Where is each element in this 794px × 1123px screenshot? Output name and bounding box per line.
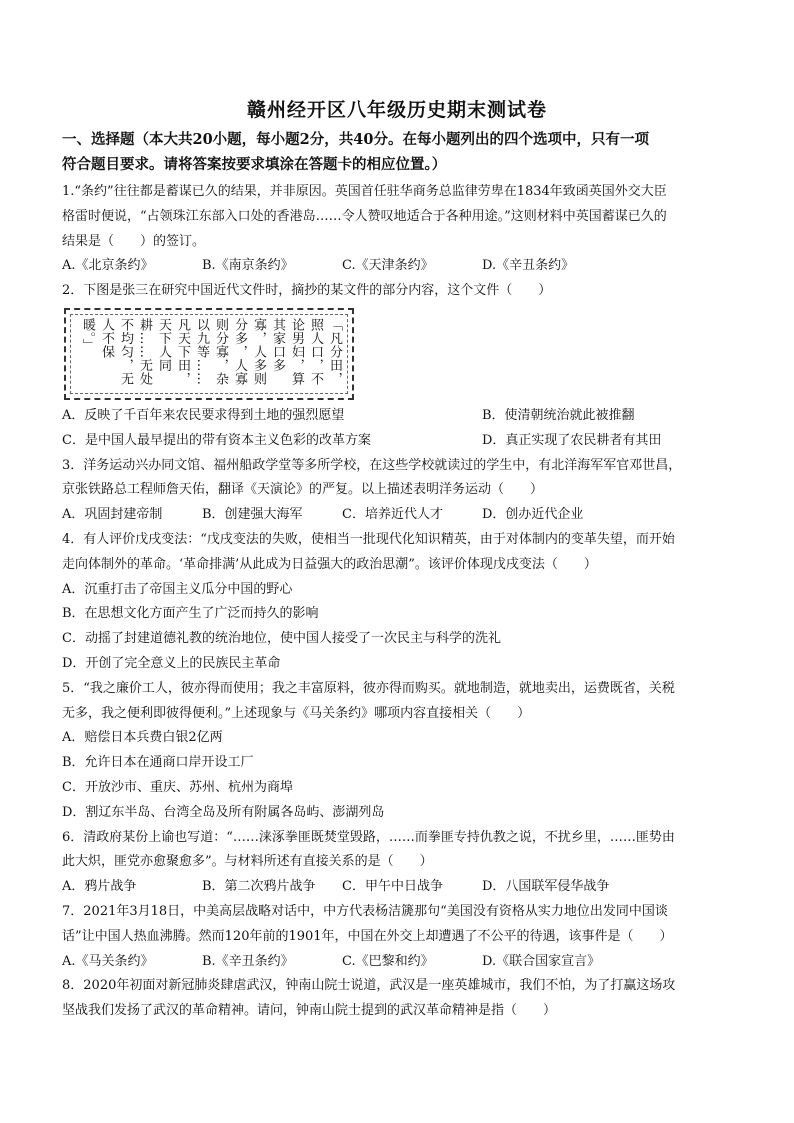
option-b: B．第二次鸦片战争 bbox=[202, 879, 316, 895]
vertical-text bbox=[79, 318, 342, 394]
option-a: A．巩固封建帝制 bbox=[62, 507, 163, 523]
option-b: B.《辛丑条约》 bbox=[202, 953, 294, 969]
excerpt-column: 不均匀，无 bbox=[118, 317, 133, 386]
question-text: 此大炽，匪党亦愈聚愈多”。与材料所述有直接关系的是（ ） bbox=[62, 854, 433, 870]
option-a: A.《马关条约》 bbox=[62, 953, 154, 969]
page-title: 赣州经开区八年级历史期末测试卷 bbox=[246, 99, 547, 121]
option-d: D．真正实现了农民耕者有其田 bbox=[482, 432, 662, 448]
option-c: C．是中国人最早提出的带有资本主义色彩的改革方案 bbox=[62, 432, 371, 448]
section-heading bbox=[62, 127, 742, 177]
question-text: 结果是（ ）的签订。 bbox=[62, 233, 206, 249]
section-heading-line: 一、选择题（本大共20小题，每小题2分，共40分。在每小题列出的四个选项中，只有一项 bbox=[62, 131, 649, 148]
question-text: 1.“条约”往往都是蓄谋已久的结果，并非原因。英国首任驻华商务总监律劳卑在1834年致函英国外交大臣 bbox=[62, 184, 667, 199]
option-c: C．开放沙市、重庆、苏州、杭州为商埠 bbox=[62, 779, 293, 795]
question-7 bbox=[62, 900, 742, 974]
excerpt-column: 凡天下田， bbox=[175, 317, 190, 386]
question-text: 话”让中国人热血沸腾。然而120年前的1901年，中国在外交上却遭遇了不公平的待遇，该事件是（ ） bbox=[62, 928, 673, 944]
option-b: B．在思想文化方面产生了广泛而持久的影响 bbox=[62, 606, 319, 622]
question-8 bbox=[62, 974, 742, 1024]
option-d: D．创办近代企业 bbox=[482, 507, 584, 523]
options-row bbox=[62, 875, 742, 900]
options-row bbox=[62, 254, 742, 279]
option-d: D．八国联军侵华战争 bbox=[482, 879, 610, 895]
excerpt-column: 天下人同 bbox=[156, 317, 171, 372]
option-d: D．割辽东半岛、台湾全岛及所有附属各岛屿、澎湖列岛 bbox=[62, 804, 385, 820]
excerpt-column: 以九等…… bbox=[194, 317, 209, 386]
option-b: B．使清朝统治就此被推翻 bbox=[482, 407, 635, 423]
option-b: B．允许日本在通商口岸开设工厂 bbox=[62, 755, 254, 771]
option-a: A．鸦片战争 bbox=[62, 879, 137, 895]
excerpt-column: 分多，人寡 bbox=[232, 317, 247, 386]
question-list bbox=[62, 180, 742, 1024]
section-heading-line: 符合题目要求。请将答案按要求填涂在答题卡的相应位置。） bbox=[62, 156, 447, 173]
option-b: B.《南京条约》 bbox=[202, 258, 294, 274]
option-c: C．培养近代人才 bbox=[342, 507, 443, 523]
excerpt-column: 照人口，不 bbox=[308, 317, 323, 386]
question-text: 走向体制外的革命。‘革命排满’从此成为日益强大的政治思潮”。该评价体现戊戌变法（ ） bbox=[62, 556, 597, 572]
option-d: D．开创了完全意义上的民族民主革命 bbox=[62, 655, 281, 671]
question-3 bbox=[62, 454, 742, 528]
excerpt-column: 其家口多 bbox=[270, 317, 285, 372]
option-c: C.《天津条约》 bbox=[342, 258, 434, 274]
document-excerpt-box bbox=[64, 308, 354, 400]
options-row bbox=[62, 429, 742, 454]
question-text: 4．有人评价戊戌变法：“戊戌变法的失败，使相当一批现代化知识精英，由于对体制内的变革失望，而开始 bbox=[62, 531, 675, 547]
question-text: 京张铁路总工程师詹天佑，翻译《天演论》的严复。以上描述表明洋务运动（ ） bbox=[62, 482, 544, 498]
question-text: 8．2020年初面对新冠肺炎肆虐武汉，钟南山院士说道，武汉是一座英雄城市，我们不怕，为了打赢这场攻 bbox=[62, 978, 676, 994]
option-a: A．赔偿日本兵费白银2亿两 bbox=[62, 730, 223, 746]
question-text: 5．“我之廉价工人，彼亦得而使用；我之丰富原料，彼亦得而购买。就地制造，就地卖出，运费既省，关税 bbox=[62, 680, 675, 696]
question-6 bbox=[62, 826, 742, 900]
option-a: A.《北京条约》 bbox=[62, 258, 154, 274]
question-5 bbox=[62, 677, 742, 826]
excerpt-column: 寡，人多则 bbox=[251, 317, 266, 386]
option-d: D.《辛丑条约》 bbox=[482, 258, 575, 274]
options-row bbox=[62, 503, 742, 528]
option-c: C.《巴黎和约》 bbox=[342, 953, 434, 969]
excerpt-column: 论男妇，算 bbox=[289, 317, 304, 386]
options-row bbox=[62, 404, 742, 429]
options-row bbox=[62, 950, 742, 975]
question-text: 6．清政府某份上谕也写道：“……涞涿拳匪既焚堂毁路，……而拳匪专持仇教之说，不扰乡里，……匪势由 bbox=[62, 829, 675, 845]
question-text: 格雷时便说，“占领珠江东部入口处的香港岛……令人赞叹地适合于各种用途。”这则材料中英国蓄谋已久的 bbox=[62, 208, 667, 224]
question-text: 2．下图是张三在研究中国近代文件时，摘抄的某文件的部分内容，这个文件（ ） bbox=[62, 283, 552, 299]
option-b: B．创建强大海军 bbox=[202, 507, 303, 523]
question-text: 坚战我们发扬了武汉的革命精神。请问，钟南山院士提到的武汉革命精神是指（ ） bbox=[62, 1003, 557, 1019]
question-4 bbox=[62, 528, 742, 677]
excerpt-column: 人不保 bbox=[99, 317, 114, 359]
option-d: D.《联合国家宣言》 bbox=[482, 953, 601, 969]
question-2 bbox=[62, 279, 742, 453]
excerpt-column: 「凡分田， bbox=[327, 317, 342, 386]
excerpt-column: 则分寡，杂 bbox=[213, 317, 228, 386]
question-1 bbox=[62, 180, 742, 279]
excerpt-column: 暖。」 bbox=[80, 317, 95, 352]
question-text: 3．洋务运动兴办同文馆、福州船政学堂等多所学校，在这些学校就读过的学生中，有北洋海军军官邓世昌， bbox=[62, 457, 682, 473]
question-text: 无多，我之便利即彼得便利。”上述现象与《马关条约》哪项内容直接相关（ ） bbox=[62, 705, 531, 721]
excerpt-column: 耕……无处 bbox=[137, 317, 152, 386]
option-a: A．沉重打击了帝国主义瓜分中国的野心 bbox=[62, 581, 293, 597]
option-c: C．甲午中日战争 bbox=[342, 879, 443, 895]
question-text: 7．2021年3月18日，中美高层战略对话中，中方代表杨洁篪那句“美国没有资格从实力地位出发同中国谈 bbox=[62, 903, 668, 919]
option-a: A．反映了千百年来农民要求得到土地的强烈愿望 bbox=[62, 407, 345, 423]
option-c: C．动摇了封建道德礼教的统治地位，使中国人接受了一次民主与科学的洗礼 bbox=[62, 631, 501, 647]
